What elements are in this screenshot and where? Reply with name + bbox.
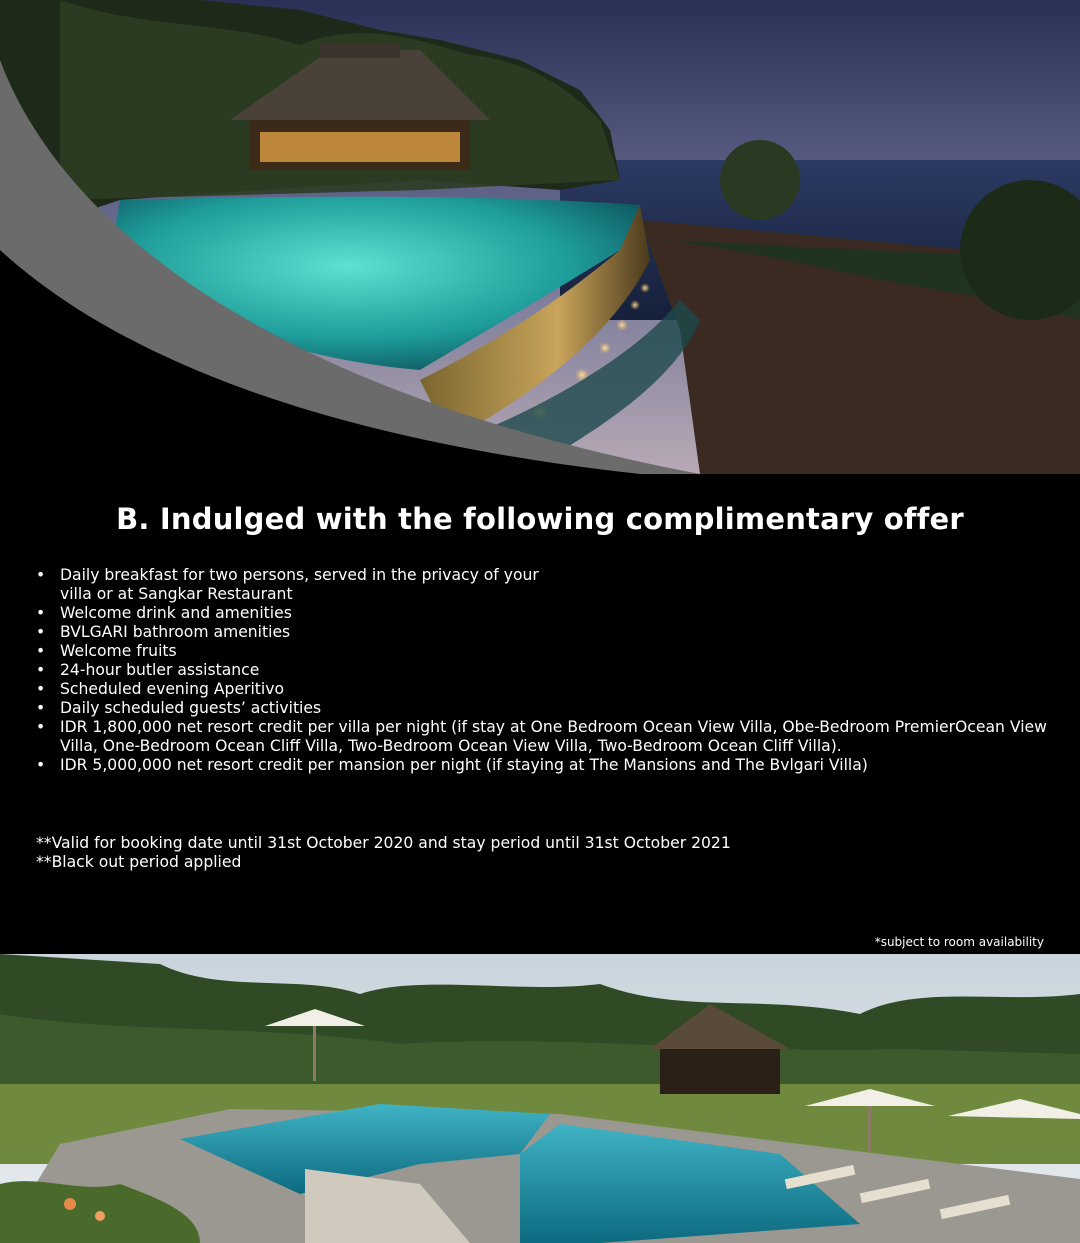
validity-note: **Valid for booking date until 31st October 2020 and stay period until 31st October 2021 xyxy=(36,834,731,852)
list-item: • Scheduled evening Aperitivo xyxy=(36,680,285,698)
section-heading: B. Indulged with the following complimentary offer xyxy=(116,502,964,536)
list-item: • Daily scheduled guests’ activities xyxy=(36,699,322,717)
bullet-icon: • xyxy=(36,661,46,679)
list-item: • Welcome drink and amenities xyxy=(36,604,292,622)
list-item: • BVLGARI bathroom amenities xyxy=(36,623,291,641)
bullet-icon: • xyxy=(36,699,46,717)
hero-photo-cliff-pool xyxy=(0,0,1080,474)
list-item: • Welcome fruits xyxy=(36,642,177,660)
bullet-icon: • xyxy=(36,604,46,622)
footer-photo-garden-pool xyxy=(0,954,1080,1243)
bullet-icon: • xyxy=(36,756,46,774)
bullet-icon: • xyxy=(36,566,46,584)
list-item: • IDR 1,800,000 net resort credit per villa per night (if stay at One Bedroom Ocean View Villa, Obe-Bedroom PremierOcean View Villa, One-Bedroom Ocean Cliff Villa, Two-Bedroom Ocean View Villa, Two-Bedroom Ocean Cliff Villa). xyxy=(36,718,1047,755)
bullet-icon: • xyxy=(36,680,46,698)
offer-section xyxy=(0,474,1080,954)
bullet-icon: • xyxy=(36,623,46,641)
bullet-icon: • xyxy=(36,718,46,736)
availability-note: *subject to room availability xyxy=(874,935,1044,949)
terms-notes xyxy=(36,834,731,872)
list-item: • IDR 5,000,000 net resort credit per mansion per night (if staying at The Mansions and The Bvlgari Villa) xyxy=(36,756,868,774)
offer-list xyxy=(36,566,1056,775)
bullet-icon: • xyxy=(36,642,46,660)
list-item: • Daily breakfast for two persons, served in the privacy of your villa or at Sangkar Restaurant xyxy=(36,566,539,603)
list-item: • 24-hour butler assistance xyxy=(36,661,260,679)
blackout-note: **Black out period applied xyxy=(36,853,242,871)
